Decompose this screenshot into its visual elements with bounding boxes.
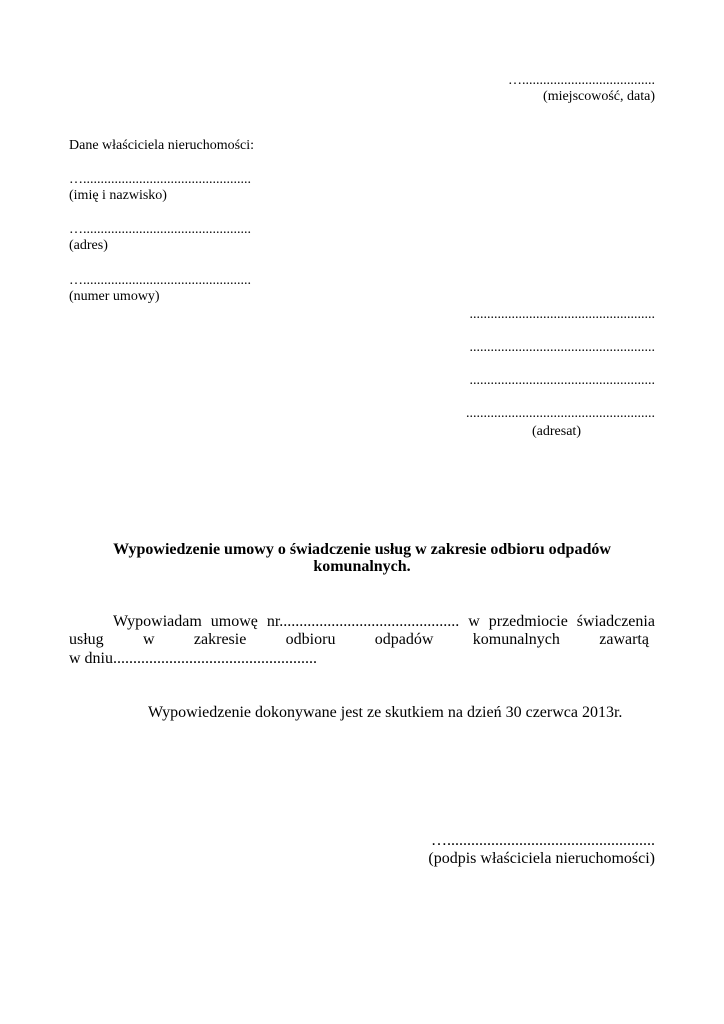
body-word: nr............................................. — [266, 613, 460, 630]
body-word: świadczenia — [576, 613, 655, 630]
addressee-label: (adresat) — [532, 424, 581, 439]
body-word: komunalnych — [472, 631, 560, 648]
body-paragraph-effective-date: Wypowiedzenie dokonywane jest ze skutkiem na dzień 30 czerwca 2013r. — [148, 704, 623, 721]
body-paragraph-line-3: w dniu................................................... — [69, 650, 317, 667]
place-date-dots: …...................................... — [508, 73, 655, 88]
body-word: zakresie — [193, 631, 247, 648]
body-word: usług — [69, 631, 104, 648]
addressee-line-4: ...................................................... — [466, 406, 655, 421]
owner-contract-label: (numer umowy) — [69, 289, 160, 304]
body-word: w — [143, 631, 155, 648]
signature-dots: ….................................................... — [431, 832, 655, 849]
body-word: Wypowiadam — [113, 613, 202, 630]
body-word: zawartą — [599, 631, 649, 648]
body-word: przedmiocie — [488, 613, 568, 630]
owner-name-label: (imię i nazwisko) — [69, 188, 167, 203]
addressee-line-2: ..................................................... — [469, 340, 655, 355]
body-paragraph-line-1 — [113, 612, 655, 631]
owner-heading: Dane właściciela nieruchomości: — [69, 138, 255, 153]
body-paragraph-line-2 — [69, 630, 649, 649]
owner-address-dots: …................................................ — [69, 222, 251, 237]
owner-name-dots: …................................................ — [69, 172, 251, 187]
owner-contract-dots: …................................................ — [69, 273, 251, 288]
addressee-line-1: ..................................................... — [469, 307, 655, 322]
document-title-line-1: Wypowiedzenie umowy o świadczenie usług w zakresie odbioru odpadów — [113, 541, 611, 558]
body-word: odbioru — [285, 631, 336, 648]
signature-label: (podpis właściciela nieruchomości) — [428, 850, 655, 867]
body-word: odpadów — [374, 631, 434, 648]
addressee-line-3: ..................................................... — [469, 373, 655, 388]
body-word: w — [468, 613, 480, 630]
document-title-line-2: komunalnych. — [313, 558, 411, 575]
owner-address-label: (adres) — [69, 238, 108, 253]
body-word: umowę — [210, 613, 258, 630]
place-date-label: (miejscowość, data) — [543, 89, 655, 104]
